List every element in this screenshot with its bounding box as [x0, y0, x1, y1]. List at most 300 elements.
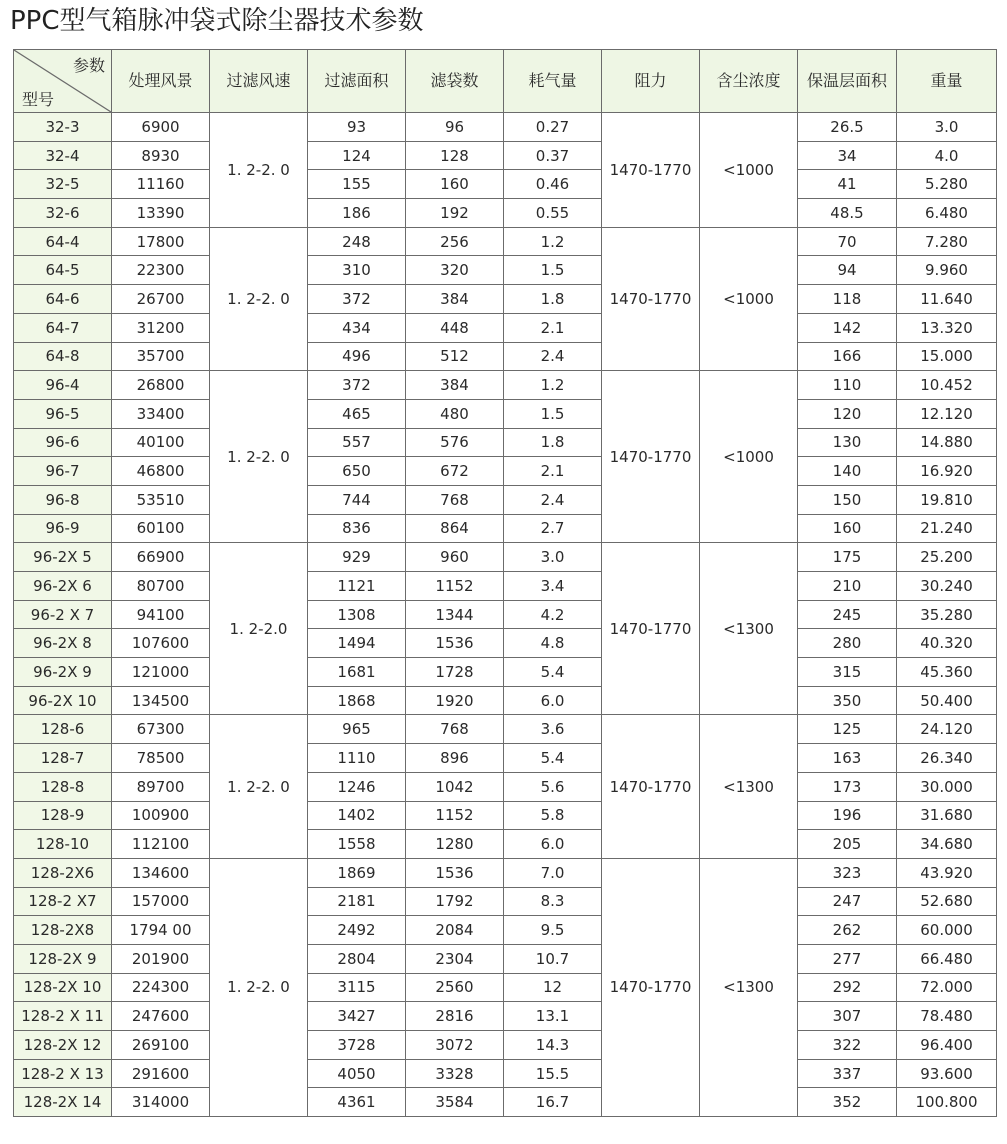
bag-count-cell: 768 [406, 485, 504, 514]
insulation-area-cell: 210 [798, 572, 897, 601]
weight-cell: 3.0 [897, 113, 997, 142]
gas-consumption-cell: 4.2 [504, 600, 602, 629]
insulation-area-cell: 26.5 [798, 113, 897, 142]
air-volume-cell: 291600 [112, 1059, 210, 1088]
insulation-area-cell: 118 [798, 285, 897, 314]
weight-cell: 40.320 [897, 629, 997, 658]
model-cell: 128-2X 14 [14, 1088, 112, 1117]
bag-count-cell: 2560 [406, 973, 504, 1002]
insulation-area-cell: 262 [798, 916, 897, 945]
filter-area-cell: 434 [308, 313, 406, 342]
insulation-area-cell: 70 [798, 227, 897, 256]
bag-count-cell: 160 [406, 170, 504, 199]
air-volume-cell: 89700 [112, 772, 210, 801]
dust-concentration-cell: <1300 [700, 543, 798, 715]
table-row [14, 285, 997, 314]
model-cell: 32-6 [14, 199, 112, 228]
filter-area-cell: 1558 [308, 830, 406, 859]
filter-area-cell: 4050 [308, 1059, 406, 1088]
insulation-area-cell: 140 [798, 457, 897, 486]
air-volume-cell: 94100 [112, 600, 210, 629]
model-cell: 128-2X6 [14, 858, 112, 887]
bag-count-cell: 1536 [406, 629, 504, 658]
bag-count-cell: 3328 [406, 1059, 504, 1088]
weight-cell: 11.640 [897, 285, 997, 314]
weight-cell: 45.360 [897, 658, 997, 687]
table-row [14, 371, 997, 400]
insulation-area-cell: 337 [798, 1059, 897, 1088]
bag-count-cell: 96 [406, 113, 504, 142]
gas-consumption-cell: 1.5 [504, 399, 602, 428]
insulation-area-cell: 323 [798, 858, 897, 887]
filter-area-cell: 1494 [308, 629, 406, 658]
model-cell: 96-2X 6 [14, 572, 112, 601]
table-row [14, 313, 997, 342]
gas-consumption-cell: 0.55 [504, 199, 602, 228]
model-cell: 128-2X 12 [14, 1031, 112, 1060]
filter-area-cell: 2181 [308, 887, 406, 916]
insulation-area-cell: 350 [798, 686, 897, 715]
model-cell: 128-10 [14, 830, 112, 859]
air-volume-cell: 107600 [112, 629, 210, 658]
weight-cell: 30.240 [897, 572, 997, 601]
weight-cell: 13.320 [897, 313, 997, 342]
air-volume-cell: 100900 [112, 801, 210, 830]
bag-count-cell: 448 [406, 313, 504, 342]
table-row [14, 887, 997, 916]
table-row [14, 572, 997, 601]
table-row [14, 1088, 997, 1117]
insulation-area-cell: 175 [798, 543, 897, 572]
model-cell: 128-2 X 13 [14, 1059, 112, 1088]
air-volume-cell: 31200 [112, 313, 210, 342]
model-cell: 64-8 [14, 342, 112, 371]
weight-cell: 60.000 [897, 916, 997, 945]
filter-area-cell: 310 [308, 256, 406, 285]
filter-speed-cell: 1. 2-2. 0 [210, 227, 308, 370]
filter-area-cell: 1121 [308, 572, 406, 601]
filter-area-cell: 965 [308, 715, 406, 744]
gas-consumption-cell: 1.2 [504, 371, 602, 400]
gas-consumption-cell: 5.4 [504, 658, 602, 687]
gas-consumption-cell: 10.7 [504, 944, 602, 973]
filter-area-cell: 1308 [308, 600, 406, 629]
air-volume-cell: 53510 [112, 485, 210, 514]
bag-count-cell: 960 [406, 543, 504, 572]
filter-area-cell: 93 [308, 113, 406, 142]
table-row [14, 543, 997, 572]
model-cell: 96-2X 9 [14, 658, 112, 687]
dust-concentration-cell: <1300 [700, 715, 798, 858]
filter-speed-cell: 1. 2-2.0 [210, 543, 308, 715]
weight-cell: 43.920 [897, 858, 997, 887]
air-volume-cell: 35700 [112, 342, 210, 371]
model-cell: 128-2X 9 [14, 944, 112, 973]
model-cell: 32-4 [14, 141, 112, 170]
insulation-area-cell: 277 [798, 944, 897, 973]
resistance-cell: 1470-1770 [602, 543, 700, 715]
resistance-cell: 1470-1770 [602, 715, 700, 858]
resistance-cell: 1470-1770 [602, 227, 700, 370]
air-volume-cell: 6900 [112, 113, 210, 142]
bag-count-cell: 2816 [406, 1002, 504, 1031]
header-row [14, 50, 997, 113]
air-volume-cell: 157000 [112, 887, 210, 916]
model-cell: 96-7 [14, 457, 112, 486]
table-row [14, 1031, 997, 1060]
air-volume-cell: 247600 [112, 1002, 210, 1031]
model-cell: 128-9 [14, 801, 112, 830]
filter-area-cell: 929 [308, 543, 406, 572]
gas-consumption-cell: 0.37 [504, 141, 602, 170]
gas-consumption-cell: 1.5 [504, 256, 602, 285]
bag-count-cell: 768 [406, 715, 504, 744]
gas-consumption-cell: 5.8 [504, 801, 602, 830]
model-cell: 96-4 [14, 371, 112, 400]
insulation-area-cell: 125 [798, 715, 897, 744]
air-volume-cell: 201900 [112, 944, 210, 973]
gas-consumption-cell: 0.27 [504, 113, 602, 142]
gas-consumption-cell: 8.3 [504, 887, 602, 916]
bag-count-cell: 896 [406, 744, 504, 773]
air-volume-cell: 40100 [112, 428, 210, 457]
filter-area-cell: 650 [308, 457, 406, 486]
model-cell: 128-2X8 [14, 916, 112, 945]
table-row [14, 514, 997, 543]
model-cell: 96-8 [14, 485, 112, 514]
air-volume-cell: 13390 [112, 199, 210, 228]
filter-area-cell: 1246 [308, 772, 406, 801]
weight-cell: 19.810 [897, 485, 997, 514]
table-row [14, 485, 997, 514]
filter-area-cell: 1110 [308, 744, 406, 773]
model-cell: 128-2X 10 [14, 973, 112, 1002]
table-row [14, 113, 997, 142]
gas-consumption-cell: 2.1 [504, 457, 602, 486]
dust-concentration-cell: <1000 [700, 227, 798, 370]
weight-cell: 6.480 [897, 199, 997, 228]
resistance-cell: 1470-1770 [602, 113, 700, 228]
bag-count-cell: 320 [406, 256, 504, 285]
gas-consumption-cell: 2.4 [504, 485, 602, 514]
bag-count-cell: 1536 [406, 858, 504, 887]
insulation-area-cell: 34 [798, 141, 897, 170]
filter-area-cell: 372 [308, 285, 406, 314]
table-row [14, 600, 997, 629]
insulation-area-cell: 41 [798, 170, 897, 199]
weight-cell: 35.280 [897, 600, 997, 629]
gas-consumption-cell: 6.0 [504, 686, 602, 715]
model-cell: 96-9 [14, 514, 112, 543]
bag-count-cell: 3072 [406, 1031, 504, 1060]
gas-consumption-cell: 2.1 [504, 313, 602, 342]
table-row [14, 658, 997, 687]
bag-count-cell: 384 [406, 285, 504, 314]
bag-count-cell: 672 [406, 457, 504, 486]
gas-consumption-cell: 5.4 [504, 744, 602, 773]
filter-area-cell: 186 [308, 199, 406, 228]
insulation-area-cell: 315 [798, 658, 897, 687]
table-row [14, 199, 997, 228]
resistance-cell: 1470-1770 [602, 371, 700, 543]
bag-count-cell: 128 [406, 141, 504, 170]
model-cell: 96-2X 10 [14, 686, 112, 715]
model-cell: 64-7 [14, 313, 112, 342]
model-cell: 32-5 [14, 170, 112, 199]
table-row [14, 1002, 997, 1031]
air-volume-cell: 112100 [112, 830, 210, 859]
insulation-area-cell: 173 [798, 772, 897, 801]
air-volume-cell: 67300 [112, 715, 210, 744]
col-header-weight: 重量 [897, 50, 997, 113]
weight-cell: 14.880 [897, 428, 997, 457]
insulation-area-cell: 130 [798, 428, 897, 457]
bag-count-cell: 1280 [406, 830, 504, 859]
table-row [14, 170, 997, 199]
filter-area-cell: 1402 [308, 801, 406, 830]
bag-count-cell: 576 [406, 428, 504, 457]
gas-consumption-cell: 14.3 [504, 1031, 602, 1060]
gas-consumption-cell: 7.0 [504, 858, 602, 887]
insulation-area-cell: 307 [798, 1002, 897, 1031]
table-row [14, 973, 997, 1002]
weight-cell: 21.240 [897, 514, 997, 543]
model-cell: 128-8 [14, 772, 112, 801]
model-cell: 32-3 [14, 113, 112, 142]
table-row [14, 916, 997, 945]
bag-count-cell: 480 [406, 399, 504, 428]
table-row [14, 686, 997, 715]
resistance-cell: 1470-1770 [602, 858, 700, 1116]
bag-count-cell: 512 [406, 342, 504, 371]
weight-cell: 4.0 [897, 141, 997, 170]
table-row [14, 715, 997, 744]
col-header-insulation-area: 保温层面积 [798, 50, 897, 113]
model-cell: 128-7 [14, 744, 112, 773]
gas-consumption-cell: 4.8 [504, 629, 602, 658]
weight-cell: 52.680 [897, 887, 997, 916]
weight-cell: 24.120 [897, 715, 997, 744]
corner-header [14, 50, 112, 113]
col-header-air-volume: 处理风景 [112, 50, 210, 113]
gas-consumption-cell: 5.6 [504, 772, 602, 801]
filter-area-cell: 836 [308, 514, 406, 543]
table-row [14, 772, 997, 801]
gas-consumption-cell: 3.0 [504, 543, 602, 572]
weight-cell: 9.960 [897, 256, 997, 285]
insulation-area-cell: 150 [798, 485, 897, 514]
air-volume-cell: 22300 [112, 256, 210, 285]
insulation-area-cell: 110 [798, 371, 897, 400]
spec-table [13, 49, 997, 1117]
insulation-area-cell: 142 [798, 313, 897, 342]
filter-area-cell: 744 [308, 485, 406, 514]
weight-cell: 5.280 [897, 170, 997, 199]
table-row [14, 141, 997, 170]
bag-count-cell: 1042 [406, 772, 504, 801]
air-volume-cell: 314000 [112, 1088, 210, 1117]
model-cell: 96-6 [14, 428, 112, 457]
model-cell: 128-6 [14, 715, 112, 744]
dust-concentration-cell: <1000 [700, 371, 798, 543]
gas-consumption-cell: 1.2 [504, 227, 602, 256]
model-cell: 96-2 X 7 [14, 600, 112, 629]
insulation-area-cell: 292 [798, 973, 897, 1002]
insulation-area-cell: 280 [798, 629, 897, 658]
dust-concentration-cell: <1000 [700, 113, 798, 228]
weight-cell: 78.480 [897, 1002, 997, 1031]
bag-count-cell: 256 [406, 227, 504, 256]
model-cell: 128-2 X 11 [14, 1002, 112, 1031]
air-volume-cell: 26800 [112, 371, 210, 400]
gas-consumption-cell: 2.4 [504, 342, 602, 371]
filter-area-cell: 1868 [308, 686, 406, 715]
weight-cell: 93.600 [897, 1059, 997, 1088]
air-volume-cell: 134600 [112, 858, 210, 887]
table-row [14, 744, 997, 773]
insulation-area-cell: 247 [798, 887, 897, 916]
model-cell: 64-6 [14, 285, 112, 314]
table-row [14, 858, 997, 887]
table-row [14, 830, 997, 859]
bag-count-cell: 1792 [406, 887, 504, 916]
air-volume-cell: 66900 [112, 543, 210, 572]
col-header-resistance: 阻力 [602, 50, 700, 113]
bag-count-cell: 864 [406, 514, 504, 543]
model-cell: 128-2 X7 [14, 887, 112, 916]
insulation-area-cell: 160 [798, 514, 897, 543]
insulation-area-cell: 166 [798, 342, 897, 371]
table-row [14, 227, 997, 256]
corner-params-label: 参数 [72, 56, 105, 75]
insulation-area-cell: 48.5 [798, 199, 897, 228]
table-row [14, 944, 997, 973]
insulation-area-cell: 205 [798, 830, 897, 859]
dust-concentration-cell: <1300 [700, 858, 798, 1116]
air-volume-cell: 11160 [112, 170, 210, 199]
bag-count-cell: 1920 [406, 686, 504, 715]
filter-area-cell: 2804 [308, 944, 406, 973]
model-cell: 64-4 [14, 227, 112, 256]
filter-speed-cell: 1. 2-2. 0 [210, 858, 308, 1116]
air-volume-cell: 80700 [112, 572, 210, 601]
table-row [14, 428, 997, 457]
gas-consumption-cell: 12 [504, 973, 602, 1002]
air-volume-cell: 78500 [112, 744, 210, 773]
table-row [14, 256, 997, 285]
gas-consumption-cell: 0.46 [504, 170, 602, 199]
bag-count-cell: 2084 [406, 916, 504, 945]
col-header-filter-speed: 过滤风速 [210, 50, 308, 113]
insulation-area-cell: 245 [798, 600, 897, 629]
bag-count-cell: 1728 [406, 658, 504, 687]
filter-speed-cell: 1. 2-2. 0 [210, 371, 308, 543]
air-volume-cell: 60100 [112, 514, 210, 543]
filter-area-cell: 3728 [308, 1031, 406, 1060]
air-volume-cell: 33400 [112, 399, 210, 428]
filter-area-cell: 557 [308, 428, 406, 457]
weight-cell: 96.400 [897, 1031, 997, 1060]
model-cell: 64-5 [14, 256, 112, 285]
model-cell: 96-2X 8 [14, 629, 112, 658]
filter-area-cell: 155 [308, 170, 406, 199]
weight-cell: 30.000 [897, 772, 997, 801]
filter-area-cell: 248 [308, 227, 406, 256]
insulation-area-cell: 322 [798, 1031, 897, 1060]
air-volume-cell: 1794 00 [112, 916, 210, 945]
model-cell: 96-2X 5 [14, 543, 112, 572]
weight-cell: 100.800 [897, 1088, 997, 1117]
filter-area-cell: 1681 [308, 658, 406, 687]
bag-count-cell: 3584 [406, 1088, 504, 1117]
bag-count-cell: 1344 [406, 600, 504, 629]
bag-count-cell: 2304 [406, 944, 504, 973]
filter-area-cell: 2492 [308, 916, 406, 945]
bag-count-cell: 192 [406, 199, 504, 228]
gas-consumption-cell: 3.4 [504, 572, 602, 601]
col-header-bag-count: 滤袋数 [406, 50, 504, 113]
insulation-area-cell: 352 [798, 1088, 897, 1117]
table-row [14, 342, 997, 371]
filter-area-cell: 4361 [308, 1088, 406, 1117]
weight-cell: 50.400 [897, 686, 997, 715]
insulation-area-cell: 120 [798, 399, 897, 428]
gas-consumption-cell: 1.8 [504, 428, 602, 457]
insulation-area-cell: 163 [798, 744, 897, 773]
filter-area-cell: 1869 [308, 858, 406, 887]
air-volume-cell: 121000 [112, 658, 210, 687]
bag-count-cell: 384 [406, 371, 504, 400]
air-volume-cell: 26700 [112, 285, 210, 314]
page-title: PPC型气箱脉冲袋式除尘器技术参数 [10, 6, 424, 36]
air-volume-cell: 269100 [112, 1031, 210, 1060]
table-row [14, 399, 997, 428]
table-row [14, 1059, 997, 1088]
gas-consumption-cell: 3.6 [504, 715, 602, 744]
bag-count-cell: 1152 [406, 801, 504, 830]
air-volume-cell: 46800 [112, 457, 210, 486]
gas-consumption-cell: 1.8 [504, 285, 602, 314]
filter-area-cell: 496 [308, 342, 406, 371]
filter-area-cell: 372 [308, 371, 406, 400]
weight-cell: 10.452 [897, 371, 997, 400]
air-volume-cell: 17800 [112, 227, 210, 256]
gas-consumption-cell: 15.5 [504, 1059, 602, 1088]
gas-consumption-cell: 13.1 [504, 1002, 602, 1031]
filter-area-cell: 3115 [308, 973, 406, 1002]
weight-cell: 26.340 [897, 744, 997, 773]
weight-cell: 15.000 [897, 342, 997, 371]
table-row [14, 801, 997, 830]
weight-cell: 25.200 [897, 543, 997, 572]
air-volume-cell: 8930 [112, 141, 210, 170]
weight-cell: 72.000 [897, 973, 997, 1002]
model-cell: 96-5 [14, 399, 112, 428]
insulation-area-cell: 94 [798, 256, 897, 285]
gas-consumption-cell: 9.5 [504, 916, 602, 945]
filter-speed-cell: 1. 2-2. 0 [210, 715, 308, 858]
filter-area-cell: 465 [308, 399, 406, 428]
insulation-area-cell: 196 [798, 801, 897, 830]
gas-consumption-cell: 16.7 [504, 1088, 602, 1117]
air-volume-cell: 134500 [112, 686, 210, 715]
weight-cell: 66.480 [897, 944, 997, 973]
col-header-filter-area: 过滤面积 [308, 50, 406, 113]
air-volume-cell: 224300 [112, 973, 210, 1002]
col-header-dust-concentration: 含尘浓度 [700, 50, 798, 113]
table-row [14, 457, 997, 486]
filter-speed-cell: 1. 2-2. 0 [210, 113, 308, 228]
